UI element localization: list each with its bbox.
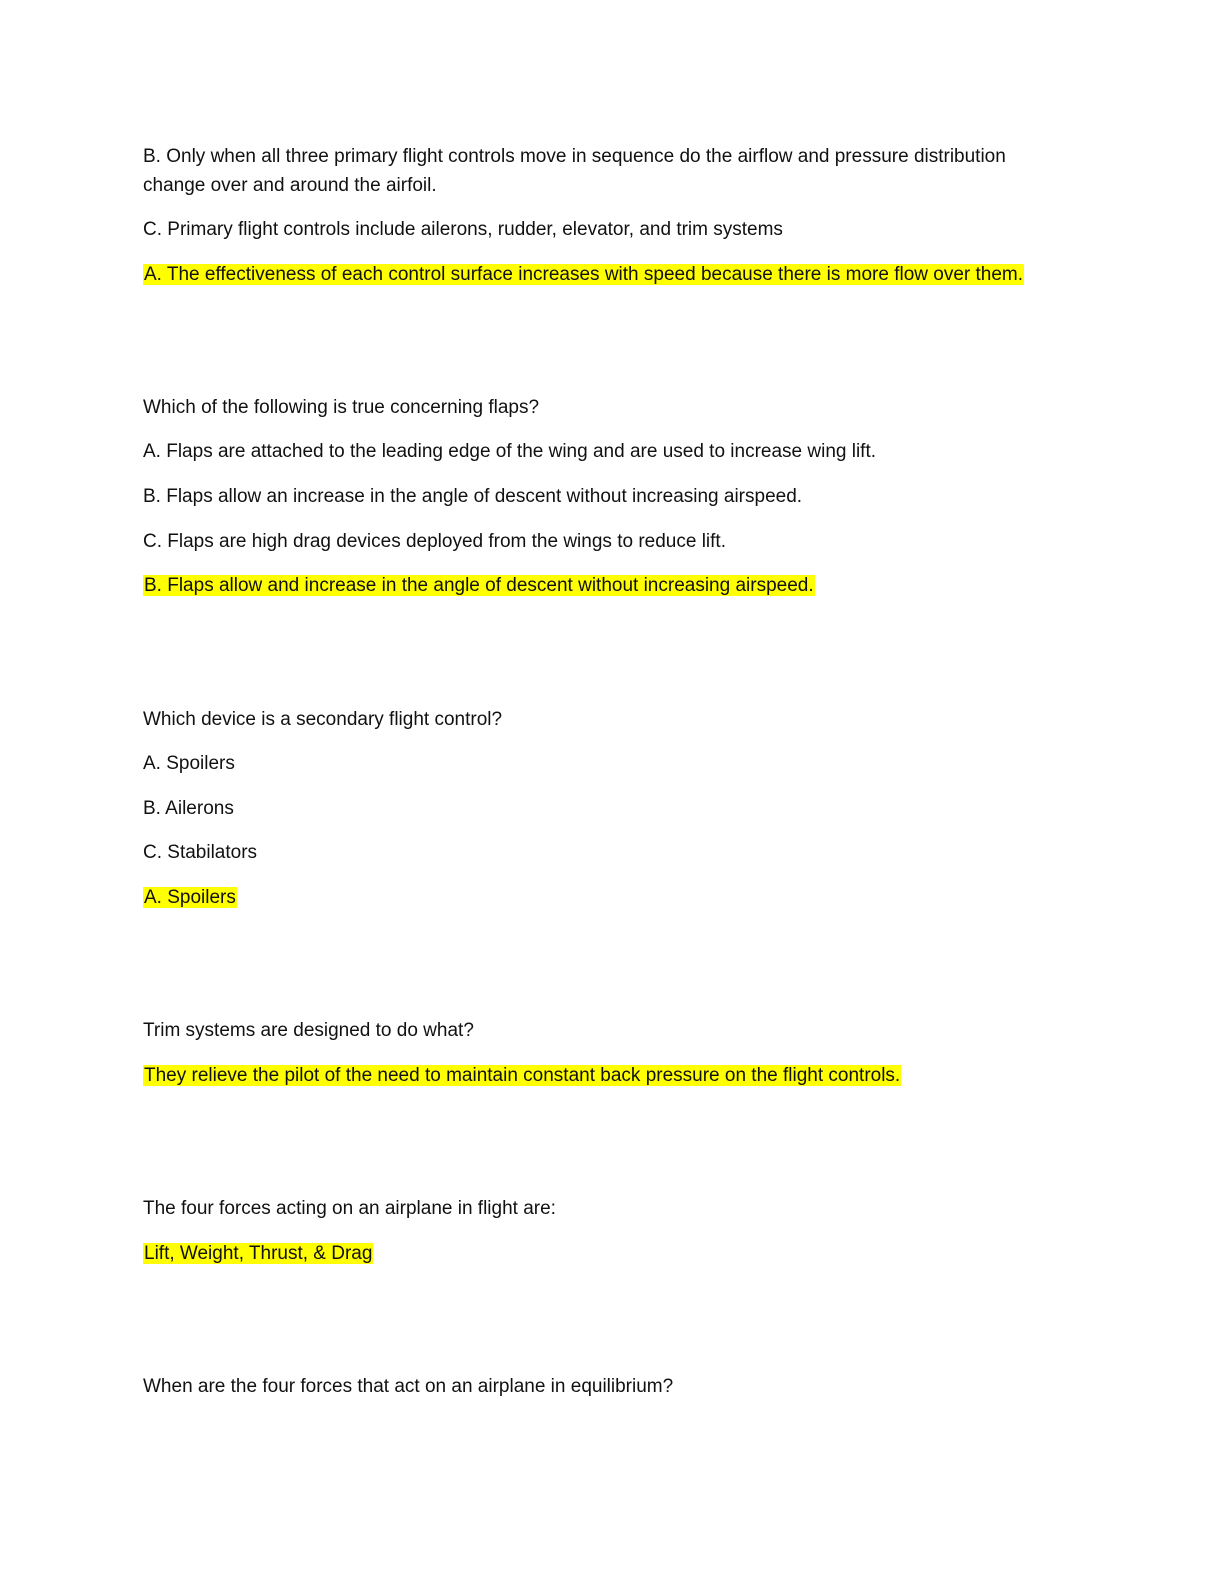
q3-answer-highlight: A. Spoilers: [144, 887, 236, 908]
q4-answer-highlight: They relieve the pilot of the need to maintain constant back pressure on the flight controls.: [144, 1065, 901, 1086]
q3-question: Which device is a secondary flight control?: [143, 709, 503, 730]
q5-answer-highlight: Lift, Weight, Thrust, & Drag: [144, 1243, 373, 1264]
q1-answer-highlight: A. The effectiveness of each control surface increases with speed because there is more flow over them.: [144, 264, 1024, 285]
q3-option-a: A. Spoilers: [143, 753, 235, 774]
q1-answer-line: [143, 260, 1024, 289]
q2-option-b: B. Flaps allow an increase in the angle of descent without increasing airspeed.: [143, 486, 803, 507]
q1-option-c: C. Primary flight controls include ailerons, rudder, elevator, and trim systems: [143, 219, 783, 240]
q5-question: The four forces acting on an airplane in flight are:: [143, 1198, 556, 1219]
q2-option-c: C. Flaps are high drag devices deployed from the wings to reduce lift.: [143, 531, 726, 552]
q4-answer-line: [143, 1061, 901, 1090]
q2-question: Which of the following is true concerning flaps?: [143, 397, 540, 418]
q5-answer-line: [143, 1239, 373, 1268]
q1-option-b-line2: change over and around the airfoil.: [143, 175, 437, 196]
q3-option-c: C. Stabilators: [143, 842, 258, 863]
q4-question: Trim systems are designed to do what?: [143, 1020, 474, 1041]
q2-option-a: A. Flaps are attached to the leading edge of the wing and are used to increase wing lift.: [143, 441, 877, 462]
q3-answer-line: [143, 883, 237, 912]
q1-option-b-line1: B. Only when all three primary flight controls move in sequence do the airflow and pressure distribution: [143, 146, 1006, 167]
q2-answer-line: [143, 571, 815, 600]
q2-answer-highlight: B. Flaps allow and increase in the angle of descent without increasing airspeed.: [144, 575, 814, 596]
q3-option-b: B. Ailerons: [143, 798, 234, 819]
q6-question: When are the four forces that act on an airplane in equilibrium?: [143, 1376, 674, 1397]
